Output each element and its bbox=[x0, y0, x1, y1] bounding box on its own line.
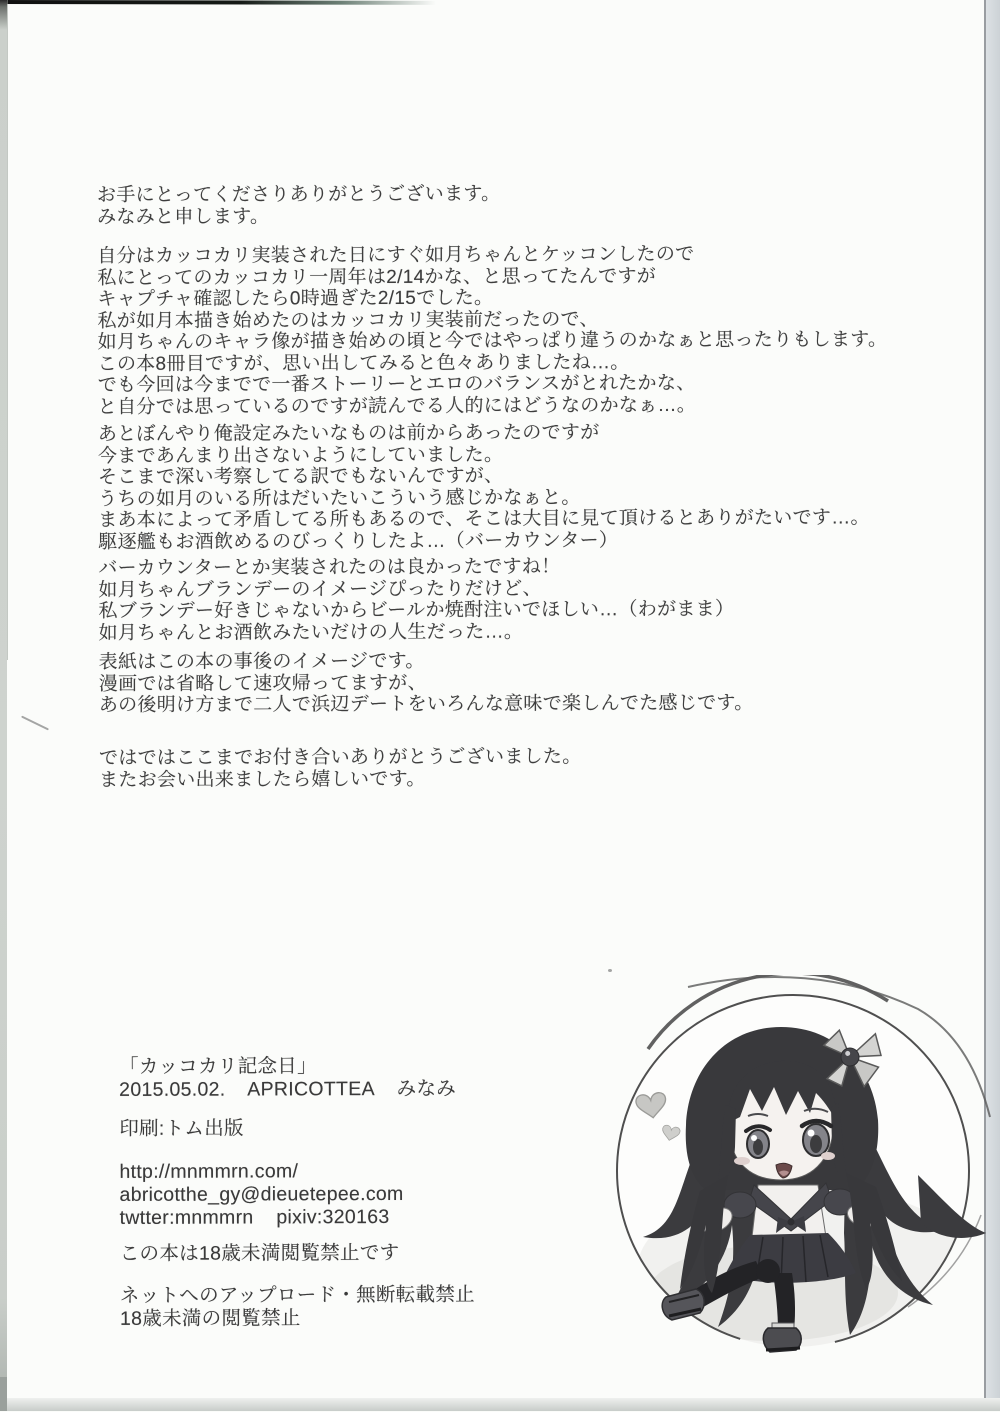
no-upload-notice: ネットへのアップロード・無断転載禁止 bbox=[119, 1283, 475, 1307]
website-url: http://mnmmrn.com/ bbox=[119, 1160, 299, 1183]
printer-credit: 印刷:トム出版 bbox=[119, 1117, 244, 1140]
afterword-line: 私ブランデー好きじゃないからビールか焼酎注いでほしい…（わがまま） bbox=[98, 598, 735, 622]
afterword-line: あとぼんやり俺設定みたいなものは前からあったのですが bbox=[97, 422, 600, 445]
afterword-line: お手にとってくださりありがとうございます。 bbox=[97, 183, 501, 206]
afterword-line: またお会い出来ましたら嬉しいです。 bbox=[99, 768, 426, 791]
afterword-line: 駆逐艦もお酒飲めるのびっくりしたよ…（バーカウンター） bbox=[98, 529, 619, 553]
date-circle-author: 2015.05.02. APRICOTTEA みなみ bbox=[119, 1077, 457, 1101]
social-accounts: twtter:mnmmrn pixiv:320163 bbox=[119, 1205, 390, 1229]
afterword-line: 自分はカッコカリ実装された日にすぐ如月ちゃんとケッコンしたので bbox=[97, 243, 695, 267]
afterword-line: みなみと申します。 bbox=[97, 205, 270, 228]
afterword-line: 如月ちゃんのキャラ像が描き始めの頃と今ではやっぱり違うのかなぁと思ったりもします。 bbox=[97, 329, 888, 353]
blush bbox=[821, 1152, 835, 1160]
afterword-paragraph-cover bbox=[99, 650, 754, 717]
email-address: abricotthe_gy@dieuetepee.com bbox=[119, 1182, 404, 1206]
colophon-title-block bbox=[119, 1055, 456, 1102]
afterword-line: バーカウンターとか実装されたのは良かったですね！ bbox=[98, 556, 561, 579]
afterword-paragraph-setting bbox=[98, 421, 870, 553]
afterword-line: うちの如月のいる所はだいたいこういう感じかなぁと。 bbox=[98, 486, 581, 510]
afterword-line: あの後明け方まで二人で浜辺デートをいろんな意味で楽しんでた感じです。 bbox=[98, 692, 754, 716]
afterword-paragraph-farewell bbox=[99, 746, 582, 791]
colophon-age-notice bbox=[120, 1242, 400, 1266]
blush bbox=[734, 1157, 750, 1165]
afterword-line: まあ本によって矛盾してる所もあるので、そこは大目に見て頂けるとありがたいです…。 bbox=[98, 507, 870, 531]
afterword-line: ではではここまでお付き合いありがとうございました。 bbox=[98, 746, 582, 769]
afterword-line: 如月ちゃんとお酒飲みたいだけの人生だった…。 bbox=[98, 621, 524, 644]
chibi-girl-illustration bbox=[588, 975, 1000, 1407]
age-restriction-notice: この本は18歳未満閲覧禁止です bbox=[119, 1241, 400, 1265]
afterword-line: 今まであんまり出さないようにしていました。 bbox=[97, 444, 504, 467]
afterword-paragraph-greeting bbox=[97, 184, 501, 228]
afterword-line: と自分では思っているのですが読んでる人的にはどうなのかなぁ…。 bbox=[97, 394, 697, 418]
afterword-line: この本8冊目ですが、思い出してみると色々ありましたね…。 bbox=[97, 351, 630, 375]
afterword-line: 如月ちゃんブランデーのイメージぴったりだけど、 bbox=[98, 577, 542, 601]
book-title: 「カッコカリ記念日」 bbox=[119, 1055, 317, 1078]
afterword-line: 私が如月本描き始めたのはカッコカリ実装前だったので、 bbox=[97, 308, 599, 332]
colophon-printer-block bbox=[119, 1117, 244, 1140]
afterword-line: 漫画では省略して速攻帰ってますが、 bbox=[98, 672, 427, 695]
colophon-legal-block bbox=[120, 1284, 475, 1331]
afterword-line: そこまで深い考察してる訳でもないんですが、 bbox=[97, 465, 504, 488]
afterword-line: でも今回は今までで一番ストーリーとエロのバランスがとれたかな、 bbox=[97, 372, 696, 396]
afterword-paragraph-anniversary bbox=[97, 243, 887, 418]
colophon-contact-block bbox=[119, 1160, 403, 1230]
afterword-paragraph-bar-counter bbox=[98, 556, 734, 644]
afterword-line: 私にとってのカッコカリ一周年は2/14かな、と思ってたんですが bbox=[97, 265, 657, 289]
afterword-line: 表紙はこの本の事後のイメージです。 bbox=[98, 650, 425, 673]
afterword-line: キャプチャ確認したら0時過ぎた2/15でした。 bbox=[97, 287, 494, 310]
under-18-notice: 18歳未満の閲覧禁止 bbox=[119, 1307, 301, 1330]
